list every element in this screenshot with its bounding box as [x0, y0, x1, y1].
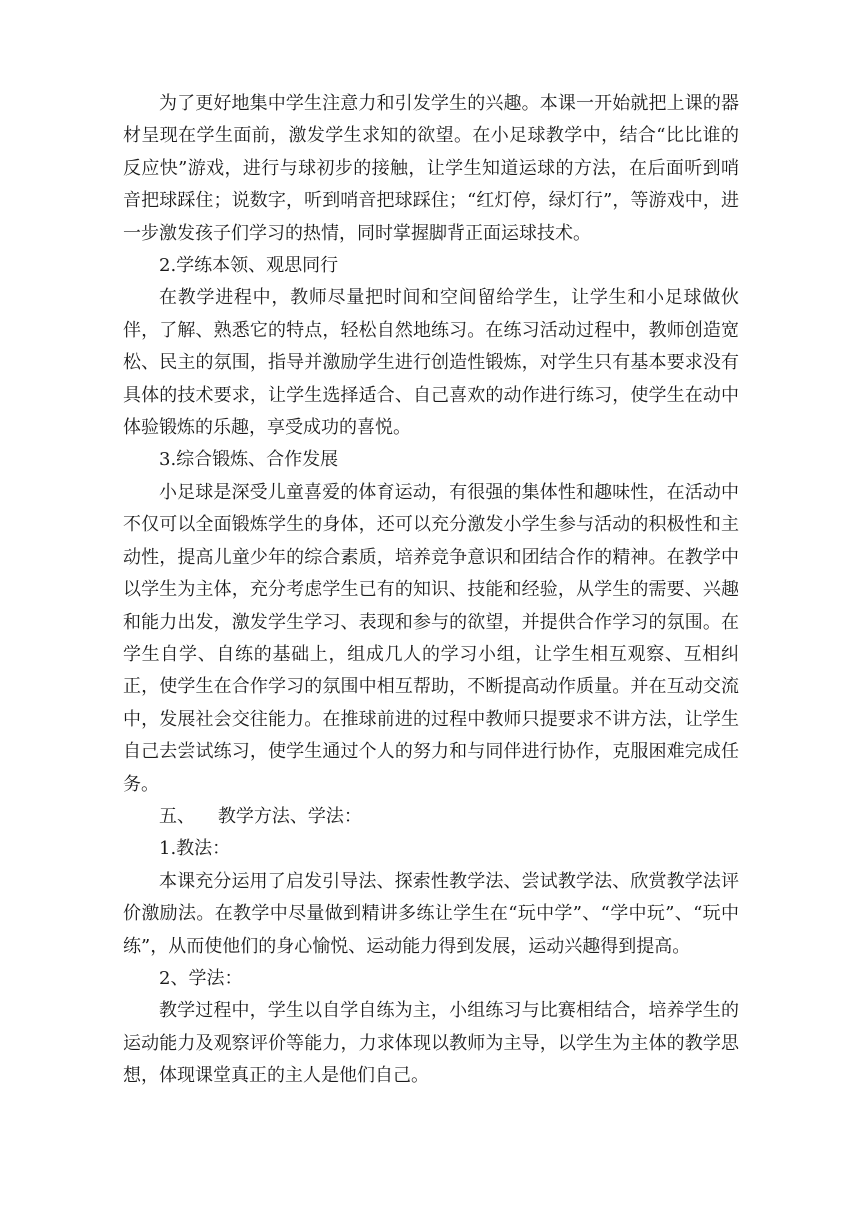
paragraph-learning-method: 教学过程中，学生以自学自练为主，小组练习与比赛相结合，培养学生的运动能力及观察评价等能力，力求体现以教师为主导，以学生为主体的教学思想，体现课堂真正的主人是他们自己。	[123, 1000, 739, 1087]
heading-cooperation: 3.综合锻炼、合作发展	[159, 449, 339, 471]
paragraph-interest: 为了更好地集中学生注意力和引发学生的兴趣。本课一开始就把上课的器材呈现在学生面前，激发学生求知的欲望。在小足球教学中，结合“比比谁的反应快”游戏，进行与球初步的接触，让学生知道运球的方法，在后面听到哨音把球踩住；说数字，听到哨音把球踩住；“红灯停，绿灯行”，等游戏中，进一步激发孩子们学习的热情，同时掌握脚背正面运球技术。	[123, 93, 739, 244]
paragraph-cooperation: 小足球是深受儿童喜爱的体育运动，有很强的集体性和趣味性，在活动中不仅可以全面锻炼学生的身体，还可以充分激发小学生参与活动的积极性和主动性，提高儿童少年的综合素质，培养竞争意识和团结合作的精神。在教学中以学生为主体，充分考虑学生已有的知识、技能和经验，从学生的需要、兴趣和能力出发，激发学生学习、表现和参与的欲望，并提供合作学习的氛围。在学生自学、自练的基础上，组成几人的学习小组，让学生相互观察、互相纠正，使学生在合作学习的氛围中相互帮助，不断提高动作质量。并在互动交流中，发展社会交往能力。在推球前进的过程中教师只提要求不讲方法，让学生自己去尝试练习，使学生通过个人的努力和与同伴进行协作，克服困难完成任务。	[123, 481, 739, 795]
heading-methods: 五、 教学方法、学法：	[159, 805, 362, 827]
heading-teaching-method: 1.教法：	[159, 838, 231, 860]
paragraph-teaching-method: 本课充分运用了启发引导法、探索性教学法、尝试教学法、欣赏教学法评价激励法。在教学中尽量做到精讲多练让学生在“玩中学”、“学中玩”、“玩中练”，从而使他们的身心愉悦、运动能力得到发展，运动兴趣得到提高。	[123, 870, 739, 957]
paragraph-practice: 在教学进程中，教师尽量把时间和空间留给学生，让学生和小足球做伙伴，了解、熟悉它的特点，轻松自然地练习。在练习活动过程中，教师创造宽松、民主的氛围，指导并激励学生进行创造性锻炼，对学生只有基本要求没有具体的技术要求，让学生选择适合、自己喜欢的动作进行练习，使学生在动中体验锻炼的乐趣，享受成功的喜悦。	[123, 287, 739, 439]
heading-practice: 2.学练本领、观思同行	[159, 255, 339, 277]
heading-learning-method: 2、学法：	[159, 967, 243, 989]
document-page	[123, 88, 739, 1093]
